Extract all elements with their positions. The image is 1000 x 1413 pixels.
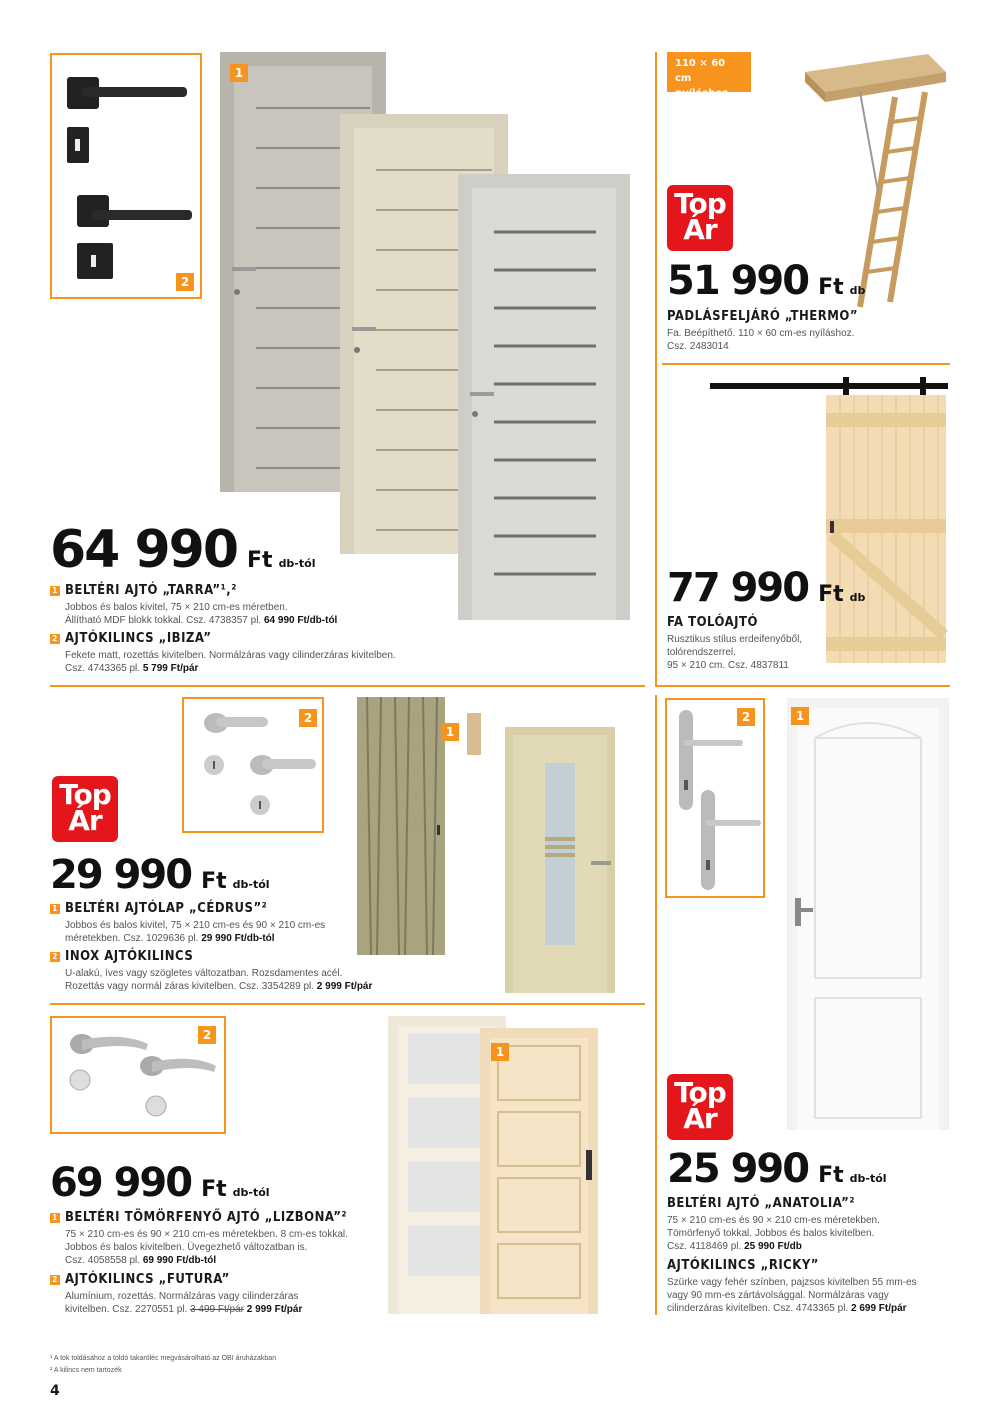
price-currency: Ft	[201, 1177, 227, 1202]
title-text: PADLÁSFELJÁRÓ „THERMO”	[667, 309, 859, 324]
desc-line: méretekben. Csz. 1029636 pl.	[65, 933, 202, 944]
bullet-2: 2	[50, 634, 60, 644]
desc-line: 95 × 210 cm. Csz. 4837811	[667, 660, 789, 671]
ibiza-handle-desc	[65, 649, 396, 675]
divider	[662, 363, 950, 365]
price-currency: Ft	[818, 1163, 844, 1188]
desc-line: Rusztikus stílus erdeifenyőből,	[667, 634, 803, 645]
toloajto-desc	[667, 633, 802, 672]
price-currency: Ft	[247, 548, 273, 573]
badge-2: 2	[176, 273, 194, 291]
tag-line: nyíláshoz	[675, 88, 729, 99]
thermo-title	[667, 309, 858, 324]
top-ar-line1: Top	[59, 778, 111, 811]
ibiza-handle-title	[50, 631, 211, 646]
desc-line: Fekete matt, rozettás kivitelben. Normálzáras vagy cilinderzáras kivitelben.	[65, 650, 396, 661]
lizbona-price	[50, 1160, 270, 1206]
title-text: BELTÉRI AJTÓ „ANATOLIA”²	[667, 1196, 855, 1211]
title-text: FA TOLÓAJTÓ	[667, 615, 758, 630]
futura-handle-box	[50, 1016, 226, 1134]
tarra-door-desc	[65, 601, 337, 627]
desc-price: 5 799 Ft/pár	[142, 663, 199, 674]
badge-1: 1	[791, 707, 809, 725]
anatolia-door-title	[667, 1196, 855, 1211]
lizbona-door-title	[50, 1210, 347, 1225]
desc-line: kivitelben. Csz. 2270551 pl.	[65, 1304, 191, 1315]
inox-handle-box	[182, 697, 324, 833]
anatolia-door-desc	[667, 1214, 880, 1253]
inox-handle-title	[50, 949, 193, 964]
ricky-handle-desc	[667, 1276, 917, 1315]
desc-line: U-alakú, íves vagy szögletes változatban. Rozsdamentes acél.	[65, 968, 343, 979]
page-number: 4	[50, 1383, 60, 1399]
price-value: 64 990	[50, 520, 238, 580]
lizbona-door-desc	[65, 1228, 348, 1267]
title-text: AJTÓKILINCS „IBIZA”	[65, 631, 212, 646]
desc-line: Csz. 2483014	[667, 341, 729, 352]
badge-1: 1	[441, 723, 459, 741]
top-ar-line2: Ár	[68, 804, 102, 837]
desc-price: 2 699 Ft/pár	[850, 1303, 907, 1314]
cedrus-doors-image	[357, 697, 619, 993]
footnote-1: ¹ A tok toldásához a toldó takaróléc megvásárolható az OBI áruházakban	[50, 1355, 277, 1362]
desc-line: cilinderzáras kivitelben. Csz. 4743365 pl.	[667, 1303, 851, 1314]
desc-line: Tömörfenyő tokkal. Jobbos és balos kivitelben.	[667, 1228, 875, 1239]
desc-line: Rozettás vagy normál záras kivitelben. Csz. 3354289 pl.	[65, 981, 317, 992]
tarra-price	[50, 520, 315, 580]
vertical-divider	[655, 695, 657, 1315]
desc-price: 2 999 Ft/pár	[316, 981, 373, 992]
cedrus-price	[50, 852, 270, 898]
tarra-door-title	[50, 583, 237, 598]
price-value: 77 990	[667, 565, 809, 611]
title-text: BELTÉRI TÖMÖRFENYŐ AJTÓ „LIZBONA”²	[65, 1210, 348, 1225]
price-currency: Ft	[818, 582, 844, 607]
ibiza-handle-box	[50, 53, 202, 299]
divider	[50, 1003, 645, 1005]
price-unit: db-tól	[849, 1172, 887, 1185]
bullet-2: 2	[50, 952, 60, 962]
desc-price: 69 990 Ft/db-tól	[142, 1255, 217, 1266]
top-ar-line1: Top	[674, 1076, 726, 1109]
badge-2: 2	[198, 1026, 216, 1044]
price-unit: db	[849, 591, 866, 604]
thermo-desc	[667, 327, 854, 353]
price-value: 51 990	[667, 258, 809, 304]
price-value: 69 990	[50, 1160, 192, 1206]
black-door-handle-image	[52, 55, 200, 297]
desc-price: 25 990 Ft/db	[744, 1241, 802, 1252]
desc-line: tolórendszerrel.	[667, 647, 736, 658]
toloajto-price	[667, 565, 865, 611]
price-value: 29 990	[50, 852, 192, 898]
title-text: BELTÉRI AJTÓ „TARRA”¹,²	[65, 583, 237, 598]
top-ar-line2: Ár	[683, 213, 717, 246]
desc-line: Csz. 4118469 pl.	[667, 1241, 745, 1252]
cedrus-door-title	[50, 901, 267, 916]
top-ar-badge	[52, 776, 118, 842]
price-currency: Ft	[818, 275, 844, 300]
divider	[50, 685, 645, 687]
bullet-1: 1	[50, 586, 60, 596]
top-ar-line1: Top	[674, 187, 726, 220]
ricky-handle-image	[667, 700, 763, 896]
top-ar-badge	[667, 185, 733, 251]
ricky-handle-box	[665, 698, 765, 898]
inox-handle-desc	[65, 967, 372, 993]
bullet-1: 1	[50, 904, 60, 914]
bullet-1: 1	[50, 1213, 60, 1223]
desc-line: Jobbos és balos kivitel, 75 × 210 cm-es és 90 × 210 cm-es	[65, 920, 326, 931]
price-unit: db-tól	[278, 557, 316, 570]
old-price: 3 499 Ft/pár	[190, 1304, 244, 1315]
opening-size-tag	[667, 52, 751, 99]
desc-line: Szürke vagy fehér színben, pajzsos kivitelben 55 mm-es	[667, 1277, 917, 1288]
title-text: INOX AJTÓKILINCS	[65, 949, 194, 964]
desc-line: Jobbos és balos kivitelben. Üvegezhető változatban is.	[65, 1242, 308, 1253]
anatolia-door-image	[787, 698, 949, 1130]
title-text: AJTÓKILINCS „RICKY”	[667, 1258, 819, 1273]
vertical-divider	[655, 52, 657, 686]
desc-line: Csz. 4058558 pl.	[65, 1255, 143, 1266]
price-unit: db	[849, 284, 866, 297]
desc-line: Állítható MDF blokk tokkal. Csz. 4738357 pl.	[65, 615, 264, 626]
thermo-price	[667, 258, 865, 304]
new-price: 2 999 Ft/pár	[246, 1304, 303, 1315]
futura-handle-title	[50, 1272, 230, 1287]
desc-line: Csz. 4743365 pl.	[65, 663, 143, 674]
desc-line: vagy 90 mm-es zártávolsággal. Normálzáras vagy	[667, 1290, 889, 1301]
top-ar-line2: Ár	[683, 1102, 717, 1135]
price-currency: Ft	[201, 869, 227, 894]
desc-price: 29 990 Ft/db-tól	[201, 933, 275, 944]
desc-line: Fa. Beépíthető. 110 × 60 cm-es nyíláshoz.	[667, 328, 855, 339]
title-text: BELTÉRI AJTÓLAP „CÉDRUS”²	[65, 901, 268, 916]
price-unit: db-tól	[232, 1186, 270, 1199]
desc-price: 64 990 Ft/db-tól	[263, 615, 338, 626]
desc-line: 75 × 210 cm-es és 90 × 210 cm-es méretekben.	[667, 1215, 880, 1226]
badge-1: 1	[230, 64, 248, 82]
price-unit: db-tól	[232, 878, 270, 891]
tag-line: 110 × 60 cm	[675, 58, 726, 84]
badge-2: 2	[299, 709, 317, 727]
top-ar-badge	[667, 1074, 733, 1140]
badge-1: 1	[491, 1043, 509, 1061]
anatolia-price	[667, 1146, 887, 1192]
toloajto-title	[667, 615, 758, 630]
divider	[655, 685, 950, 687]
futura-handle-desc	[65, 1290, 302, 1316]
cedrus-door-desc	[65, 919, 325, 945]
desc-line: Jobbos és balos kivitel, 75 × 210 cm-es méretben.	[65, 602, 288, 613]
price-value: 25 990	[667, 1146, 809, 1192]
bullet-2: 2	[50, 1275, 60, 1285]
desc-line: Alumínium, rozettás. Normálzáras vagy cilinderzáras	[65, 1291, 299, 1302]
badge-2: 2	[737, 708, 755, 726]
desc-line: 75 × 210 cm-es és 90 × 210 cm-es méretekben. 8 cm-es tokkal.	[65, 1229, 348, 1240]
title-text: AJTÓKILINCS „FUTURA”	[65, 1272, 230, 1287]
footnote-2: ² A kilincs nem tartozék	[50, 1367, 122, 1374]
ricky-handle-title	[667, 1258, 819, 1273]
